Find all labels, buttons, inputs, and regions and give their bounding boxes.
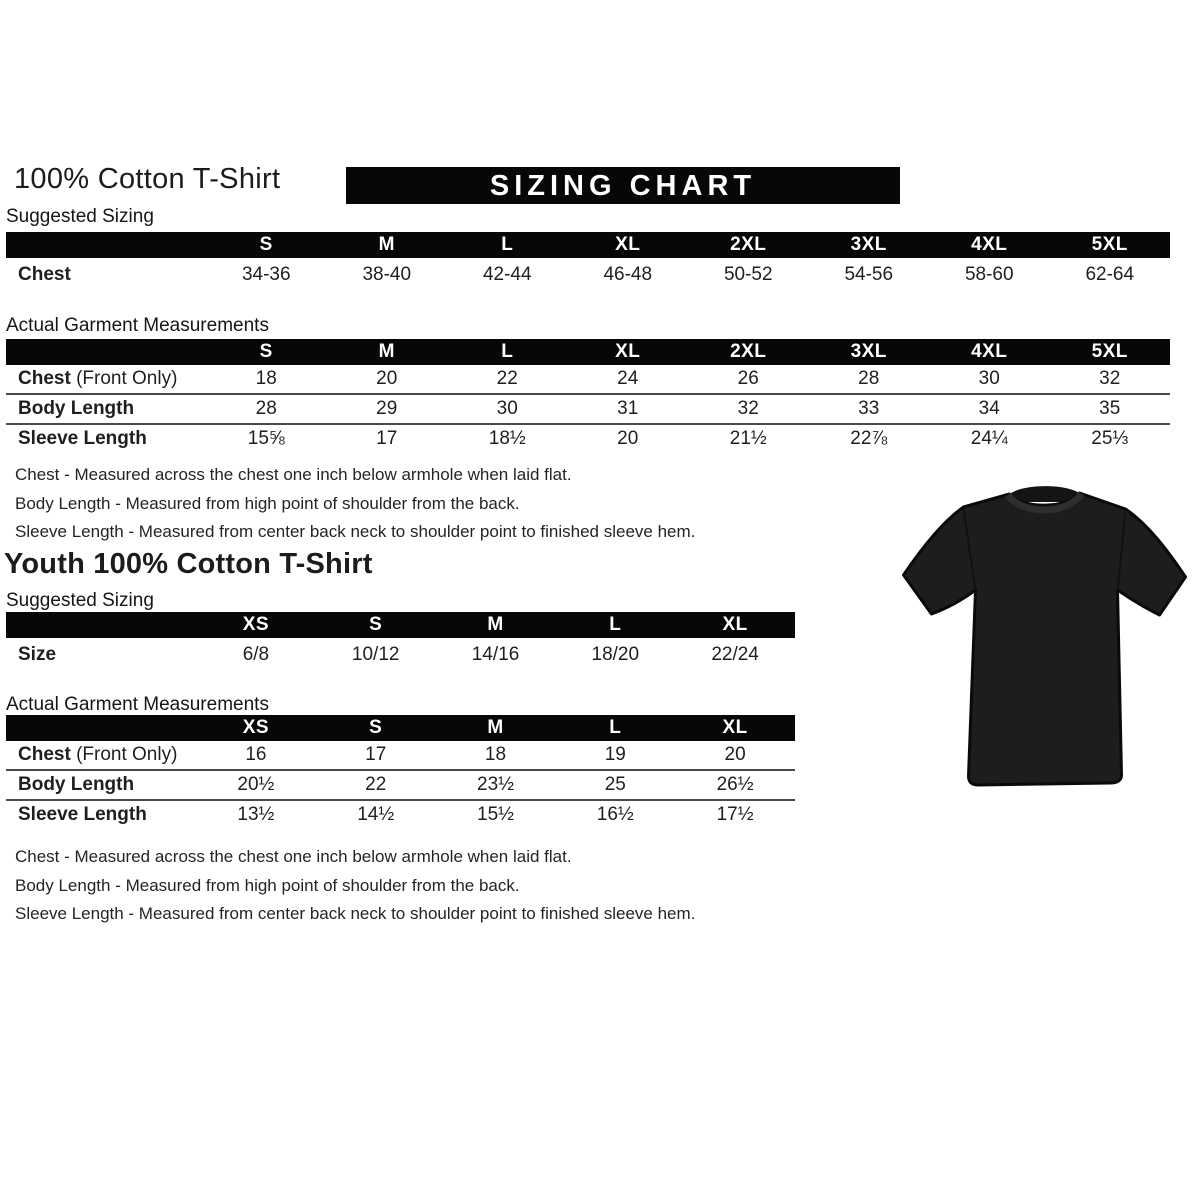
measurement-value: 42-44 [482,263,532,285]
measurement-value: 25⅓ [1050,424,1171,453]
size-column-header: 5XL [1050,232,1171,258]
size-column-header: 2XL [688,339,809,365]
size-column-header: L [555,612,675,638]
size-column-header: XL [675,715,795,741]
note-sleeve-length: Sleeve Length - Measured from center back neck to shoulder point to finished sleeve hem. [15,904,696,923]
measurement-value: 21½ [688,424,809,453]
measurement-value: 20 [568,424,689,453]
table-row [6,800,795,829]
size-column-header: 3XL [809,232,930,258]
measurement-value: 34 [929,394,1050,424]
note-body-length: Body Length - Measured from high point of shoulder from the back. [15,493,520,513]
measurement-value: 58-60 [964,263,1014,285]
size-column-header: 2XL [688,232,809,258]
note-sleeve-length: Sleeve Length - Measured from center back neck to shoulder point to finished sleeve hem. [15,522,696,541]
size-column-header: L [447,339,568,365]
youth-suggested-sizing-table [6,612,795,671]
size-column-header: 5XL [1050,339,1171,365]
size-column-header: S [206,339,327,365]
measurement-value: 20½ [196,770,316,800]
measurement-value: 24¼ [929,424,1050,453]
size-column-header: XS [196,715,316,741]
measurement-row-label: Body Length [6,770,196,800]
size-header-row [6,232,1170,258]
measurement-row-label: Size [18,643,57,665]
measurement-value: 30 [447,394,568,424]
measurement-value: 15½ [436,800,556,829]
youth-actual-measurements-table [6,715,795,829]
measurement-value: 15⅝ [206,424,327,453]
adult-actual-measurements-table [6,339,1170,453]
size-column-header: 4XL [929,232,1050,258]
size-column-header: L [555,715,675,741]
size-column-header: S [206,232,327,258]
measurement-row-label: Body Length [6,394,206,424]
page-title: 100% Cotton T-Shirt [14,163,281,195]
tshirt-product-image [893,478,1196,808]
measurement-value: 17½ [675,800,795,829]
table-row [6,365,1170,394]
size-header-row [6,715,795,741]
note-chest: Chest - Measured across the chest one inch below armhole when laid flat. [15,465,572,484]
measurement-value: 25 [555,770,675,800]
measurement-value: 33 [809,394,930,424]
measurement-value: 22 [316,770,436,800]
size-column-header: M [327,339,448,365]
adult-suggested-sizing-table [6,232,1170,291]
empty-header-cell [6,232,206,258]
table-row [6,424,1170,453]
size-column-header: XS [196,612,316,638]
measurement-value: 20 [376,368,398,389]
measurement-value: 26 [737,368,759,389]
measurement-value: 32 [688,394,809,424]
measurement-value: 24 [617,368,639,389]
adult-actual-measurements-label: Actual Garment Measurements [6,315,269,336]
measurement-value: 29 [327,394,448,424]
measurement-value: 18½ [447,424,568,453]
size-column-header: XL [568,339,689,365]
adult-measurement-notes [15,461,695,547]
measurement-value: 28 [206,394,327,424]
size-column-header: S [316,715,436,741]
measurement-value: 18 [255,368,277,389]
empty-header-cell [6,612,196,638]
adult-suggested-sizing-label: Suggested Sizing [6,206,154,227]
measurement-value: 17 [327,424,448,453]
measurement-value: 22/24 [711,643,759,665]
measurement-value: 18/20 [591,643,640,665]
measurement-value: 17 [365,744,387,765]
measurement-value: 46-48 [603,263,653,285]
size-column-header: 4XL [929,339,1050,365]
size-column-header: M [436,612,556,638]
size-column-header: XL [568,232,689,258]
measurement-value: 26½ [675,770,795,800]
black-tshirt-icon [893,478,1196,808]
youth-measurement-notes [15,843,695,929]
measurement-value: 35 [1050,394,1171,424]
empty-header-cell [6,715,196,741]
note-chest: Chest - Measured across the chest one inch below armhole when laid flat. [15,847,572,866]
measurement-value: 18 [484,744,507,765]
youth-actual-measurements-label: Actual Garment Measurements [6,694,269,715]
table-row [6,770,795,800]
measurement-value: 50-52 [723,263,773,285]
youth-suggested-sizing-label: Suggested Sizing [6,590,154,611]
size-column-header: M [327,232,448,258]
measurement-row-label: Sleeve Length [6,800,196,829]
size-column-header: 3XL [809,339,930,365]
measurement-row-label: Chest (Front Only) [18,368,178,389]
empty-header-cell [6,339,206,365]
size-column-header: XL [675,612,795,638]
measurement-value: 31 [568,394,689,424]
note-body-length: Body Length - Measured from high point of shoulder from the back. [15,875,520,895]
size-column-header: S [316,612,436,638]
size-header-row [6,339,1170,365]
table-row [6,258,1170,291]
measurement-value: 13½ [196,800,316,829]
measurement-value: 6/8 [242,643,270,665]
measurement-value: 28 [858,368,880,389]
measurement-row-label: Chest [18,263,71,285]
measurement-row-label: Chest (Front Only) [18,744,178,765]
measurement-value: 14/16 [471,643,520,665]
measurement-value: 14½ [316,800,436,829]
sizing-chart-banner: SIZING CHART [346,167,900,204]
measurement-row-label: Sleeve Length [6,424,206,453]
measurement-value: 34-36 [241,263,291,285]
measurement-value: 10/12 [351,643,400,665]
table-row [6,638,795,671]
measurement-value: 38-40 [362,263,412,285]
measurement-value: 32 [1099,368,1121,389]
measurement-value: 62-64 [1085,263,1135,285]
size-column-header: M [436,715,556,741]
table-row [6,741,795,770]
measurement-value: 54-56 [844,263,894,285]
measurement-value: 23½ [436,770,556,800]
measurement-value: 16 [245,744,267,765]
measurement-value: 22⅞ [809,424,930,453]
youth-section-title: Youth 100% Cotton T-Shirt [4,548,373,580]
measurement-value: 16½ [555,800,675,829]
measurement-value: 20 [724,744,746,765]
measurement-value: 22 [496,368,518,389]
measurement-value: 30 [978,368,1000,389]
size-column-header: L [447,232,568,258]
size-header-row [6,612,795,638]
table-row [6,394,1170,424]
measurement-value: 19 [604,744,626,765]
